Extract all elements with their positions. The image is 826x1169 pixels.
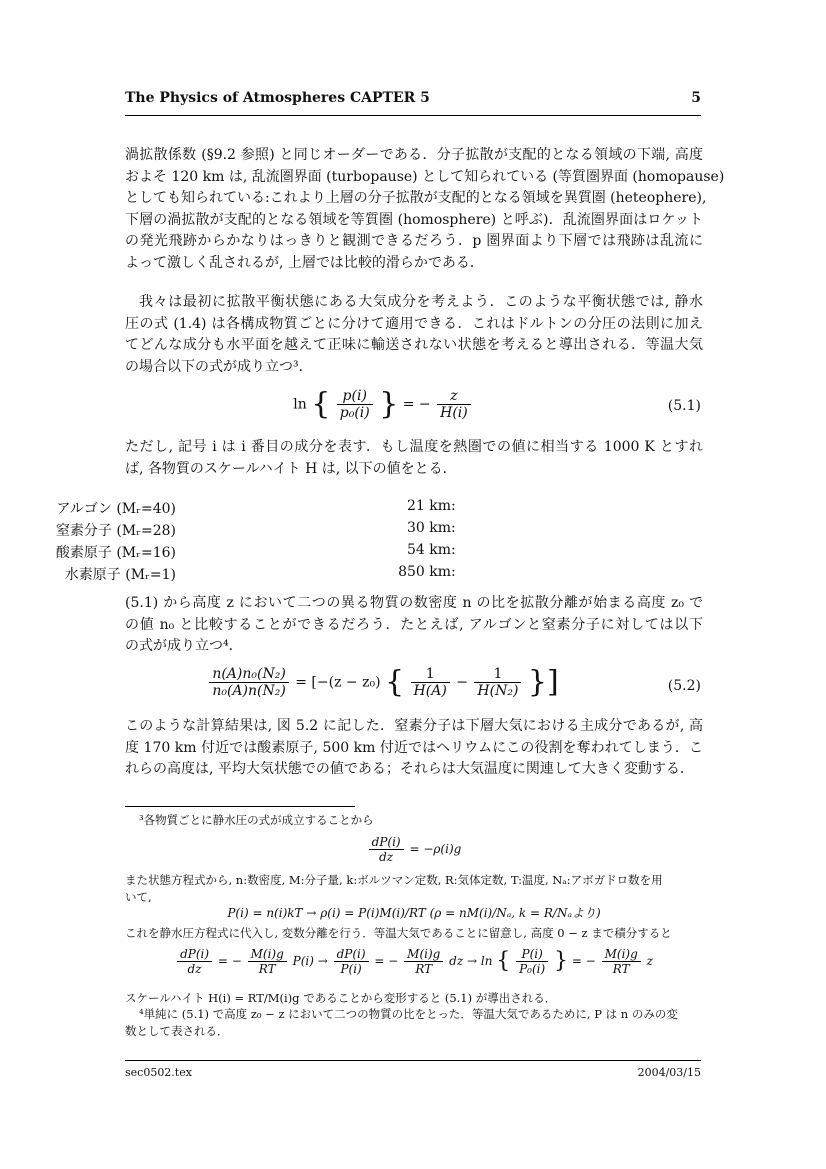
header-title: The Physics of Atmospheres CAPTER 5 bbox=[125, 90, 430, 106]
paragraph-5 bbox=[125, 716, 703, 781]
fraction-numerator: dP(i) bbox=[334, 947, 369, 962]
left-brace: { bbox=[496, 948, 511, 974]
footnote-equation-2 bbox=[125, 904, 703, 921]
equation-number: (5.1) bbox=[667, 398, 701, 414]
fraction-denominator: dz bbox=[379, 850, 394, 864]
footnote-rule bbox=[125, 806, 355, 807]
scale-height-value: 30 km bbox=[406, 520, 451, 536]
equation-op: z bbox=[646, 954, 653, 968]
fraction bbox=[209, 666, 288, 699]
footnote-text: ³各物質ごとに静水圧の式が成立することから bbox=[139, 813, 374, 827]
fraction-numerator: n(A)n₀(N₂) bbox=[209, 666, 288, 683]
text-line: およそ 120 km は, 乱流圏界面 (turbopause) として知られている (等質圏界面 (homopause) bbox=[125, 168, 725, 185]
footnote-text: スケールハイト H(i) = RT/M(i)g であることから変形すると (5.1) が導出される． bbox=[125, 991, 557, 1005]
fraction-denominator: dz bbox=[187, 962, 202, 976]
footnote-equation-3 bbox=[125, 947, 703, 976]
separator: : bbox=[451, 498, 456, 514]
footnote-3-text-2 bbox=[125, 925, 703, 942]
text-line: の発光飛跡からかなりはっきりと観測できるだろう．p 圏界面より下層では飛跡は乱流に bbox=[125, 233, 703, 250]
fraction bbox=[369, 835, 404, 864]
fraction-denominator: H(A) bbox=[413, 683, 447, 699]
footnote-3-text-3 bbox=[125, 990, 703, 1007]
text-line: ただし, 記号 i は i 番目の成分を表す．もし温度を熱圏での値に相当する 1000 K とすれ bbox=[125, 439, 703, 455]
fraction-numerator: M(i)g bbox=[248, 947, 287, 962]
text-line: としても知られている:これより上層の分子拡散が支配的となる領域を異質圏 (heteophere), bbox=[125, 190, 707, 207]
fraction-numerator: dP(i) bbox=[369, 835, 404, 850]
fraction bbox=[411, 666, 450, 699]
equation-op: = − bbox=[217, 954, 242, 968]
fraction-numerator: dP(i) bbox=[177, 947, 212, 962]
fraction bbox=[437, 388, 471, 421]
fraction bbox=[602, 947, 641, 976]
equals-sign: = − bbox=[402, 396, 431, 413]
paragraph-1 bbox=[125, 145, 725, 275]
equation-body bbox=[125, 666, 641, 699]
right-brace: } bbox=[527, 664, 547, 700]
text-line: よって激しく乱されるが, 上層では比較的滑らかである． bbox=[125, 254, 484, 271]
fraction-denominator: RT bbox=[258, 962, 276, 976]
page-number: 5 bbox=[691, 90, 701, 106]
equation-op: = − bbox=[374, 954, 399, 968]
left-brace: { bbox=[311, 386, 331, 422]
footer-date: 2004/03/15 bbox=[637, 1066, 701, 1079]
separator: : bbox=[451, 564, 456, 580]
fraction-denominator: RT bbox=[612, 962, 630, 976]
ln-operator: ln bbox=[293, 396, 307, 413]
footer-rule bbox=[125, 1060, 701, 1061]
right-brace: } bbox=[554, 948, 569, 974]
footnote-4 bbox=[125, 1006, 703, 1040]
paragraph-3 bbox=[125, 437, 703, 480]
fraction-numerator: P(i) bbox=[516, 947, 548, 962]
footnote-text: 数として表される． bbox=[125, 1024, 229, 1038]
text-line: の場合以下の式が成り立つ³． bbox=[125, 358, 313, 375]
scale-height-value: 850 km bbox=[398, 564, 451, 580]
footnote-3-intro bbox=[125, 812, 703, 829]
paragraph-2 bbox=[125, 292, 703, 378]
equation-op: dz → ln bbox=[449, 954, 493, 968]
text-line: (5.1) から高度 z において二つの異る物質の数密度 n の比を拡散分離が始まる高度 z₀ で bbox=[125, 595, 703, 611]
equation-rhs: = −ρ(i)g bbox=[409, 842, 462, 856]
footnote-equation-1 bbox=[125, 835, 703, 864]
scale-height-value: 21 km bbox=[406, 498, 451, 514]
right-brace: } bbox=[379, 386, 399, 422]
fraction bbox=[337, 388, 373, 421]
fraction-numerator: M(i)g bbox=[404, 947, 443, 962]
fraction-denominator: P(i) bbox=[340, 962, 362, 976]
equation-op: = − bbox=[571, 954, 596, 968]
text-line: ば, 各物質のスケールハイト H は, 以下の値をとる． bbox=[125, 460, 457, 477]
equation-number: (5.2) bbox=[667, 678, 701, 694]
fraction-numerator: p(i) bbox=[337, 388, 373, 405]
fraction-denominator: p₀(i) bbox=[339, 405, 370, 421]
equation-5-2 bbox=[125, 666, 701, 712]
text-line: てどんな成分も水平面を越えて正味に輸送されない状態を考えると導出される．等温大気 bbox=[125, 337, 703, 354]
text-line: 圧の式 (1.4) は各構成物質ごとに分けて適用できる．これはドルトンの分圧の法則に加え bbox=[125, 315, 703, 332]
text-line: の値 n₀ と比較することができるだろう．たとえば, アルゴンと窒素分子に対しては以下 bbox=[125, 616, 703, 633]
footer-filename: sec0502.tex bbox=[125, 1066, 192, 1079]
equation-op: P(i) → bbox=[292, 954, 328, 968]
equation-text: P(i) = n(i)kT → ρ(i) = P(i)M(i)/RT (ρ = nM(i)/Nₐ, k = R/Nₐより) bbox=[227, 906, 601, 920]
text-line: れらの高度は, 平均大気状態での値である；それらは大気温度に関連して大きく変動する． bbox=[125, 761, 694, 778]
footnote-text: また状態方程式から, n:数密度, M:分子量, k:ボルツマン定数, R:気体定数, T:温度, Nₐ:アボガドロ数を用 bbox=[125, 873, 663, 887]
fraction-denominator: H(N₂) bbox=[477, 683, 519, 699]
text-line: 渦拡散係数 (§9.2 参照) と同じオーダーである．分子拡散が支配的となる領域の下端, 高度 bbox=[125, 147, 703, 163]
gas-name: 酸素原子 (Mᵣ=16) bbox=[55, 545, 176, 561]
fraction-numerator: 1 bbox=[411, 666, 450, 683]
scale-height-value: 54 km bbox=[406, 542, 451, 558]
fraction-denominator: H(i) bbox=[440, 405, 468, 421]
fraction bbox=[474, 666, 521, 699]
fraction-numerator: M(i)g bbox=[602, 947, 641, 962]
gas-name: 水素原子 (Mᵣ=1) bbox=[64, 567, 176, 583]
left-brace: { bbox=[384, 664, 405, 700]
fraction bbox=[334, 947, 369, 976]
fraction bbox=[177, 947, 212, 976]
footnote-text: ⁴単純に (5.1) で高度 z₀ − z において二つの物質の比をとった．等温大気であるために, P は n のみの変 bbox=[139, 1007, 678, 1021]
separator: : bbox=[451, 542, 456, 558]
footnote-3-text bbox=[125, 872, 703, 906]
equation-body bbox=[125, 388, 641, 421]
fraction-numerator: z bbox=[437, 388, 471, 405]
gas-name: 窒素分子 (Mᵣ=28) bbox=[55, 523, 176, 539]
text-line: 我々は最初に拡散平衡状態にある大気成分を考えよう．このような平衡状態では, 静水 bbox=[139, 294, 703, 310]
paragraph-4 bbox=[125, 593, 703, 658]
header-rule bbox=[125, 115, 701, 116]
right-bracket: ] bbox=[546, 664, 559, 700]
fraction-denominator: n₀(A)n(N₂) bbox=[212, 683, 286, 699]
minus-sign: − bbox=[456, 674, 468, 691]
text-line: の式が成り立つ⁴． bbox=[125, 638, 243, 655]
fraction-numerator: 1 bbox=[474, 666, 521, 683]
footnote-text: いて, bbox=[125, 890, 152, 904]
footnote-text: これを静水圧方程式に代入し, 変数分離を行う．等温大気であることに留意し, 高度 0 − z まで積分すると bbox=[125, 926, 672, 940]
equation-5-1 bbox=[125, 388, 701, 432]
gas-name: アルゴン (Mᵣ=40) bbox=[56, 501, 176, 517]
equation-middle: = [−(z − z₀) bbox=[295, 674, 381, 691]
fraction bbox=[516, 947, 548, 976]
fraction bbox=[404, 947, 443, 976]
fraction bbox=[248, 947, 287, 976]
text-line: このような計算結果は, 図 5.2 に記した．窒素分子は下層大気における主成分であるが, 高 bbox=[125, 718, 703, 734]
text-line: 度 170 km 付近では酸素原子, 500 km 付近ではヘリウムにこの役割を奪われてしまう．こ bbox=[125, 739, 703, 756]
running-header bbox=[125, 90, 701, 110]
fraction-denominator: P₀(i) bbox=[519, 962, 546, 976]
separator: : bbox=[451, 520, 456, 536]
fraction-denominator: RT bbox=[415, 962, 433, 976]
text-line: 下層の渦拡散が支配的となる領域を等質圏 (homosphere) と呼ぶ)．乱流圏界面はロケット bbox=[125, 211, 703, 228]
